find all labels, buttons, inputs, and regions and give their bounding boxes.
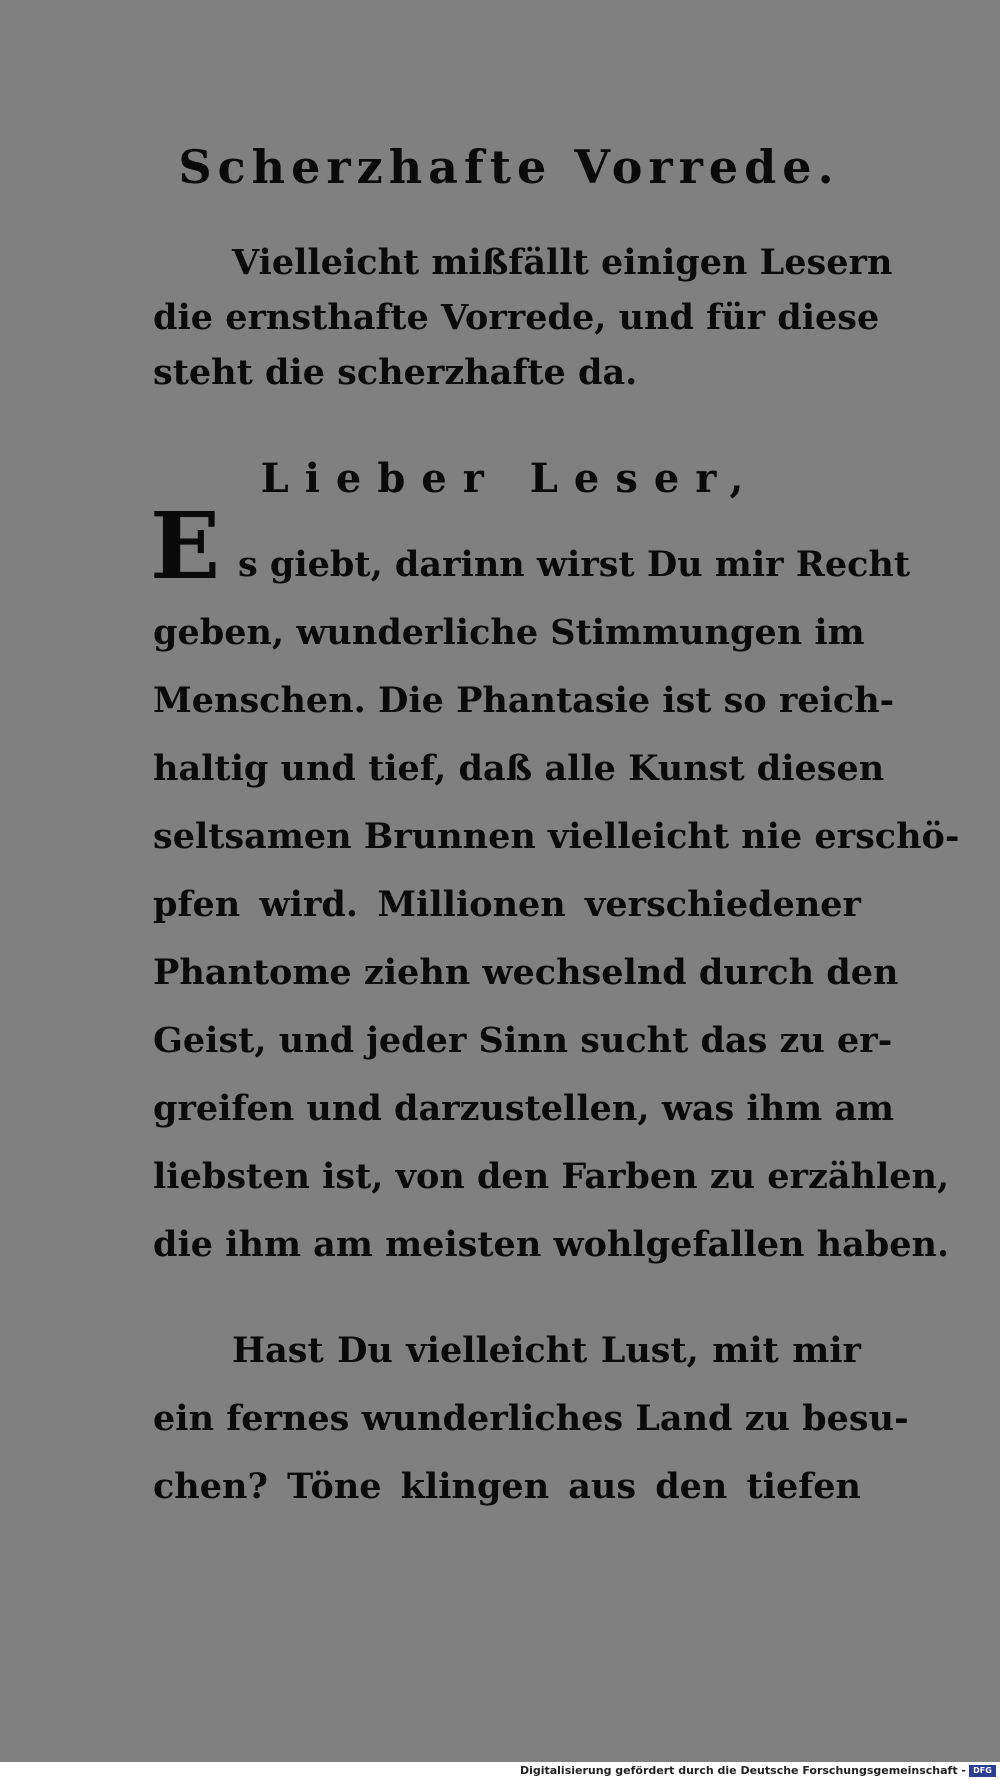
body-line: Menschen. Die Phantasie ist so reich- <box>153 680 895 721</box>
body-line: die ihm am meisten wohlgefallen haben. <box>153 1224 950 1265</box>
body-line: Phantome ziehn wechselnd durch den <box>153 952 899 993</box>
body-line: geben, wunderliche Stimmungen im <box>153 612 865 653</box>
drop-capital: E <box>150 492 221 600</box>
body-line: greifen und darzustellen, was ihm am <box>153 1088 895 1129</box>
body-line: pfen wird. Millionen verschiedener <box>153 884 861 925</box>
page-title: Scherzhafte Vorrede. <box>178 140 840 194</box>
salutation: Lieber Leser, <box>260 455 760 502</box>
digitization-footer <box>0 1762 1000 1780</box>
body-line: s giebt, darinn wirst Du mir Recht <box>238 544 911 585</box>
body-line: haltig und tief, daß alle Kunst diesen <box>153 748 885 789</box>
body-line: liebsten ist, von den Farben zu erzählen, <box>153 1156 950 1197</box>
intro-line: steht die scherzhafte da. <box>153 352 638 393</box>
paragraph-line: chen? Töne klingen aus den tiefen <box>153 1466 861 1507</box>
footer-credit: Digitalisierung gefördert durch die Deutsche Forschungsgemeinschaft - <box>519 1764 966 1777</box>
dfg-logo: DFG <box>969 1765 996 1777</box>
intro-line: die ernsthafte Vorrede, und für diese <box>153 297 880 338</box>
paragraph-line: ein fernes wunderliches Land zu besu- <box>153 1398 909 1439</box>
body-line: seltsamen Brunnen vielleicht nie erschö- <box>153 816 960 857</box>
body-line: Geist, und jeder Sinn sucht das zu er- <box>153 1020 893 1061</box>
intro-line: Vielleicht mißfällt einigen Lesern <box>232 242 893 283</box>
paragraph-line: Hast Du vielleicht Lust, mit mir <box>232 1330 861 1371</box>
